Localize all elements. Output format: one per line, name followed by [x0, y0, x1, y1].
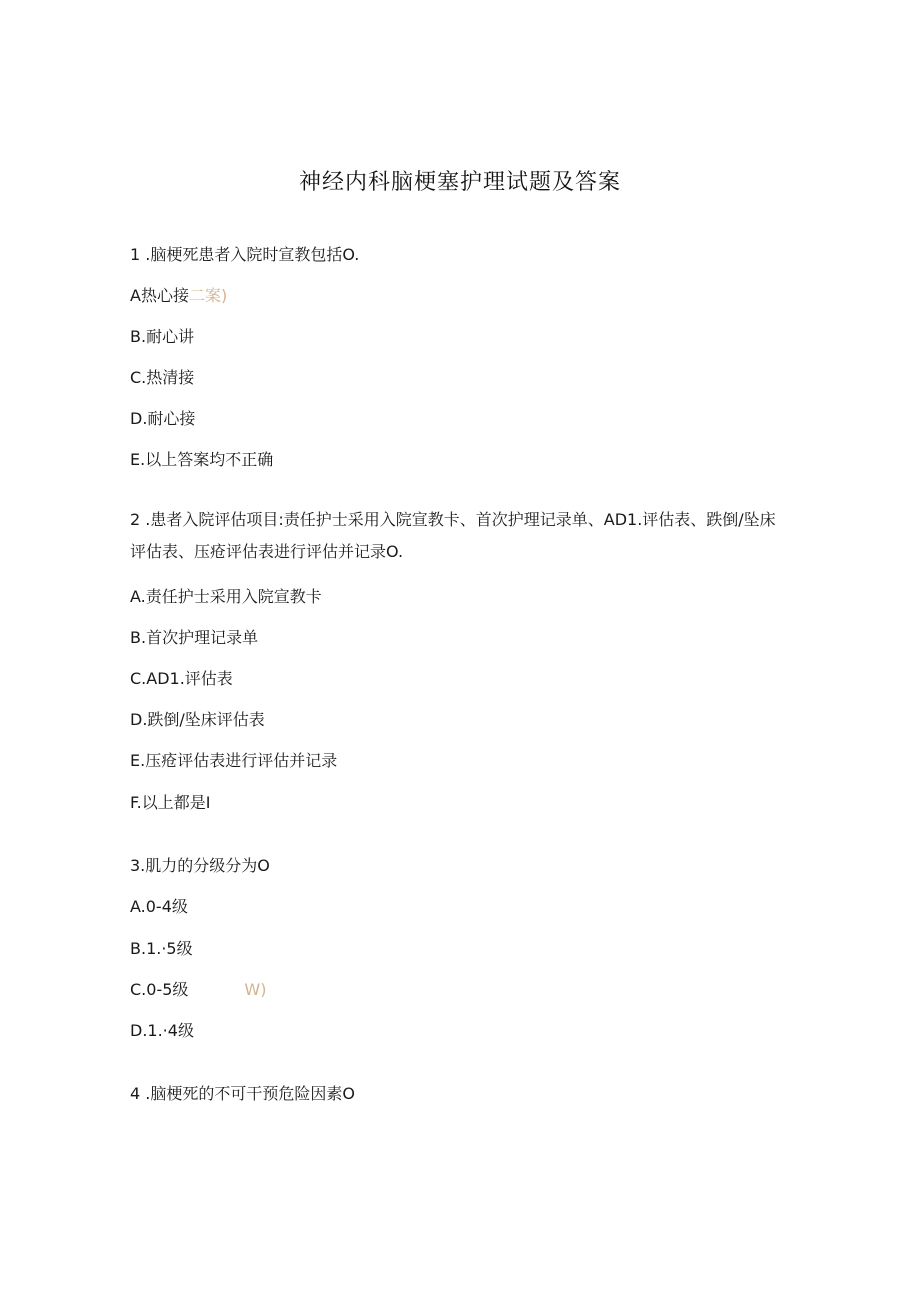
question-3-option-d: D.1.·4级: [130, 1021, 194, 1040]
handwritten-annotation: 二案): [188, 286, 228, 305]
question-2-option-c: C.AD1.评估表: [130, 669, 233, 688]
page-title: 神经内科脑梗塞护理试题及答案: [298, 170, 621, 195]
question-3-option-a: A.0-4级: [130, 897, 188, 916]
question-2-option-a: A.责任护士采用入院宣教卡: [130, 587, 322, 606]
question-1-option-a: [130, 285, 227, 307]
question-4-stem: 4 .脑梗死的不可干预危险因素O: [130, 1084, 355, 1103]
option-text: C.0-5级: [130, 980, 189, 999]
handwritten-annotation: W): [244, 980, 267, 999]
question-2-stem: 2 .患者入院评估项目:责任护士采用入院宣教卡、首次护理记录单、AD1.评估表、跌倒/坠床评估表、压疮评估表进行评估并记录O.: [130, 510, 776, 561]
question-3-stem: 3.肌力的分级分为O: [130, 856, 270, 875]
option-text: A热心接: [130, 286, 189, 305]
question-1-option-b: B.耐心讲: [130, 327, 195, 346]
question-2-option-f: F.以上都是I: [130, 793, 211, 812]
question-1-option-d: D.耐心接: [130, 409, 196, 428]
question-2-option-e: E.压疮评估表进行评估并记录: [130, 751, 338, 770]
question-3-option-c: [130, 979, 266, 1001]
question-1-option-e: E.以上答案均不正确: [130, 450, 274, 469]
question-1-option-c: C.热清接: [130, 368, 195, 387]
question-2-option-d: D.跌倒/坠床评估表: [130, 710, 265, 729]
question-3-option-b: B.1.·5级: [130, 939, 193, 958]
question-1-stem: 1 .脑梗死患者入院时宣教包括O.: [130, 245, 360, 264]
question-2-option-b: B.首次护理记录单: [130, 628, 259, 647]
